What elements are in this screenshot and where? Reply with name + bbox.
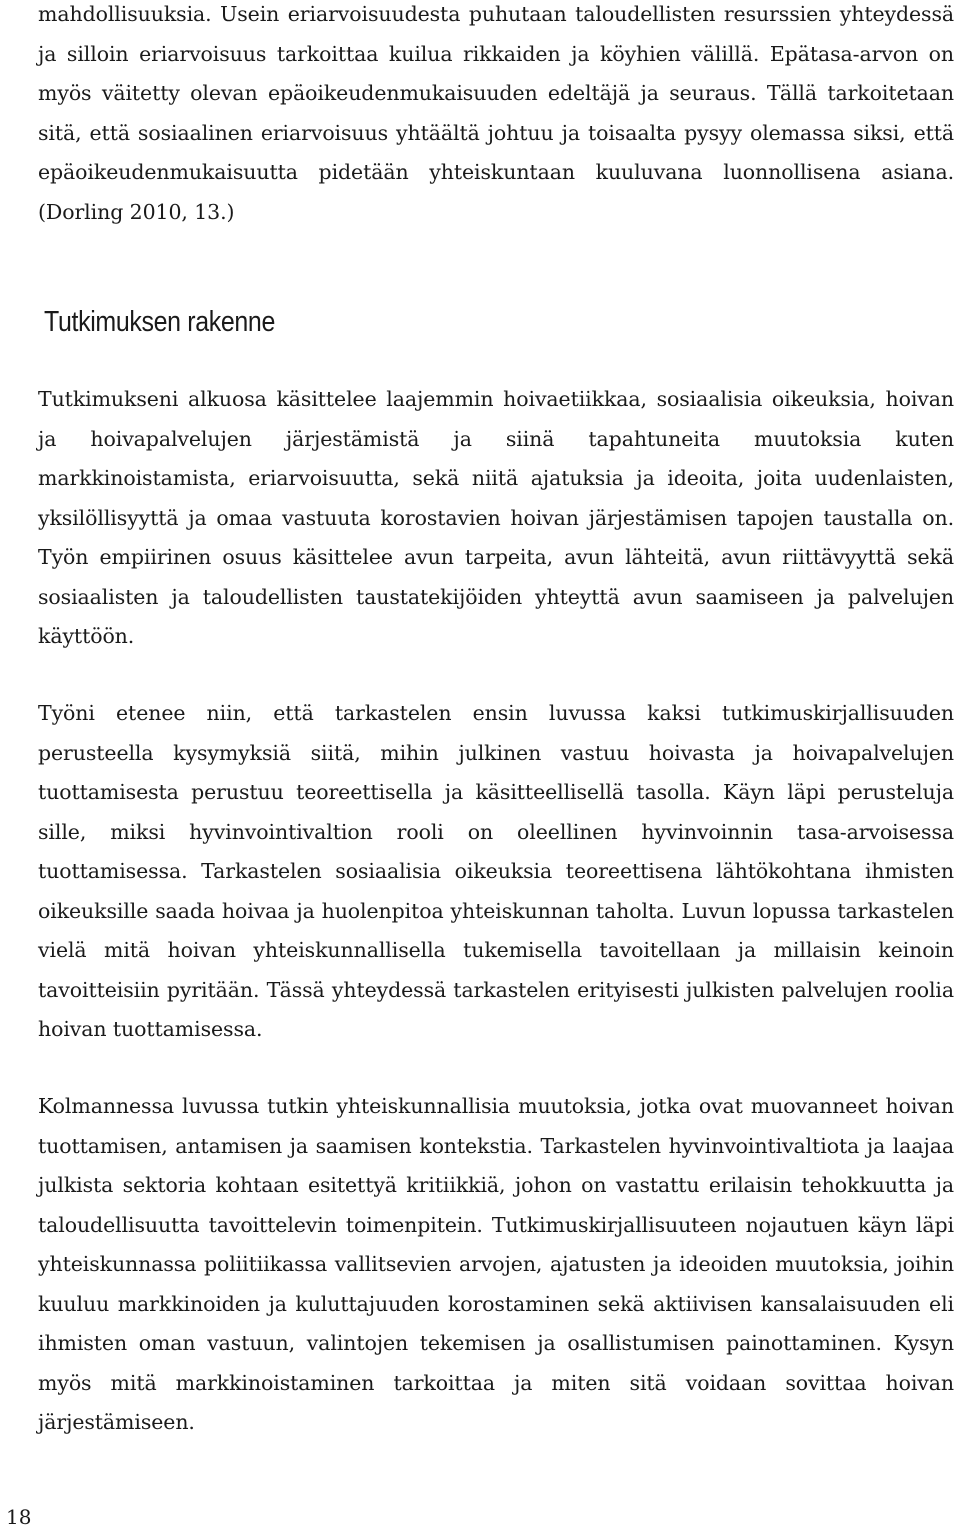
body-paragraph: Työni etenee niin, että tarkastelen ensin luvussa kaksi tutkimuskirjallisuuden perusteella kysymyksiä siitä, mihin julkinen vastuu hoivasta ja hoivapalvelujen tuottamisesta perustuu teoreettisella ja käsitteellisellä tasolla. Käyn läpi perusteluja sille, miksi hyvinvointivaltion rooli on oleellinen hyvinvoinnin tasa-arvoisessa tuottamisessa. Tarkastelen sosiaalisia oikeuksia teoreettisena lähtökohtana ihmisten oikeuksille saada hoivaa ja huolenpitoa yhteiskunnan taholta. Luvun lopussa tarkastelen vielä mitä hoivan yhteiskunnallisella tukemisella tavoitellaan ja millaisin keinoin tavoitteisiin pyritään. Tässä yhteydessä tarkastelen erityisesti julkisten palvelujen roolia hoivan tuottamisessa. <box>38 701 954 1041</box>
section-heading: Tutkimuksen rakenne <box>44 306 275 338</box>
body-paragraph: Kolmannessa luvussa tutkin yhteiskunnallisia muutoksia, jotka ovat muovanneet hoivan tuottamisen, antamisen ja saamisen kontekstia. Tarkastelen hyvinvointivaltiota ja laajaa julkista sektoria kohtaan esitettyä kritiikkiä, johon on vastattu erilaisin tehokkuutta ja taloudellisuutta tavoittelevin toimenpitein. Tutkimuskirjallisuuteen nojautuen käyn läpi yhteiskunnassa poliitiikassa vallitsevien arvojen, ajatusten ja ideoiden muutoksia, joihin kuuluu markkinoiden ja kuluttajuuden korostaminen sekä aktiivisen kansalaisuuden eli ihmisten oman vastuun, valintojen tekemisen ja osallistumisen painottaminen. Kysyn myös mitä markkinoistaminen tarkoittaa ja miten sitä voidaan sovittaa hoivan järjestämiseen. <box>38 1094 954 1434</box>
continued-paragraph: mahdollisuuksia. Usein eriarvoisuudesta puhutaan taloudellisten resurssien yhteydessä ja silloin eriarvoisuus tarkoittaa kuilua rikkaiden ja köyhien välillä. Epätasa-arvon on myös väitetty olevan epäoikeudenmukaisuuden edeltäjä ja seuraus. Tällä tarkoitetaan sitä, että sosiaalinen eriarvoisuus yhtäältä johtuu ja toisaalta pysyy olemassa siksi, että epäoikeudenmukaisuutta pidetään yhteiskuntaan kuuluvana luonnollisena asiana. (Dorling 2010, 13.) <box>38 2 954 224</box>
body-paragraph: Tutkimukseni alkuosa käsittelee laajemmin hoivaetiikkaa, sosiaalisia oikeuksia, hoivan ja hoivapalvelujen järjestämistä ja siinä tapahtuneita muutoksia kuten markkinoistamista, eriarvoisuutta, sekä niitä ajatuksia ja ideoita, joita uudenlaisten, yksilöllisyyttä ja omaa vastuuta korostavien hoivan järjestämisen tapojen taustalla on. Työn empiirinen osuus käsittelee avun tarpeita, avun lähteitä, avun riittävyyttä sekä sosiaalisten ja taloudellisten taustatekijöiden yhteyttä avun saamiseen ja palvelujen käyttöön. <box>38 387 954 648</box>
page-number: 18 <box>6 1505 32 1529</box>
